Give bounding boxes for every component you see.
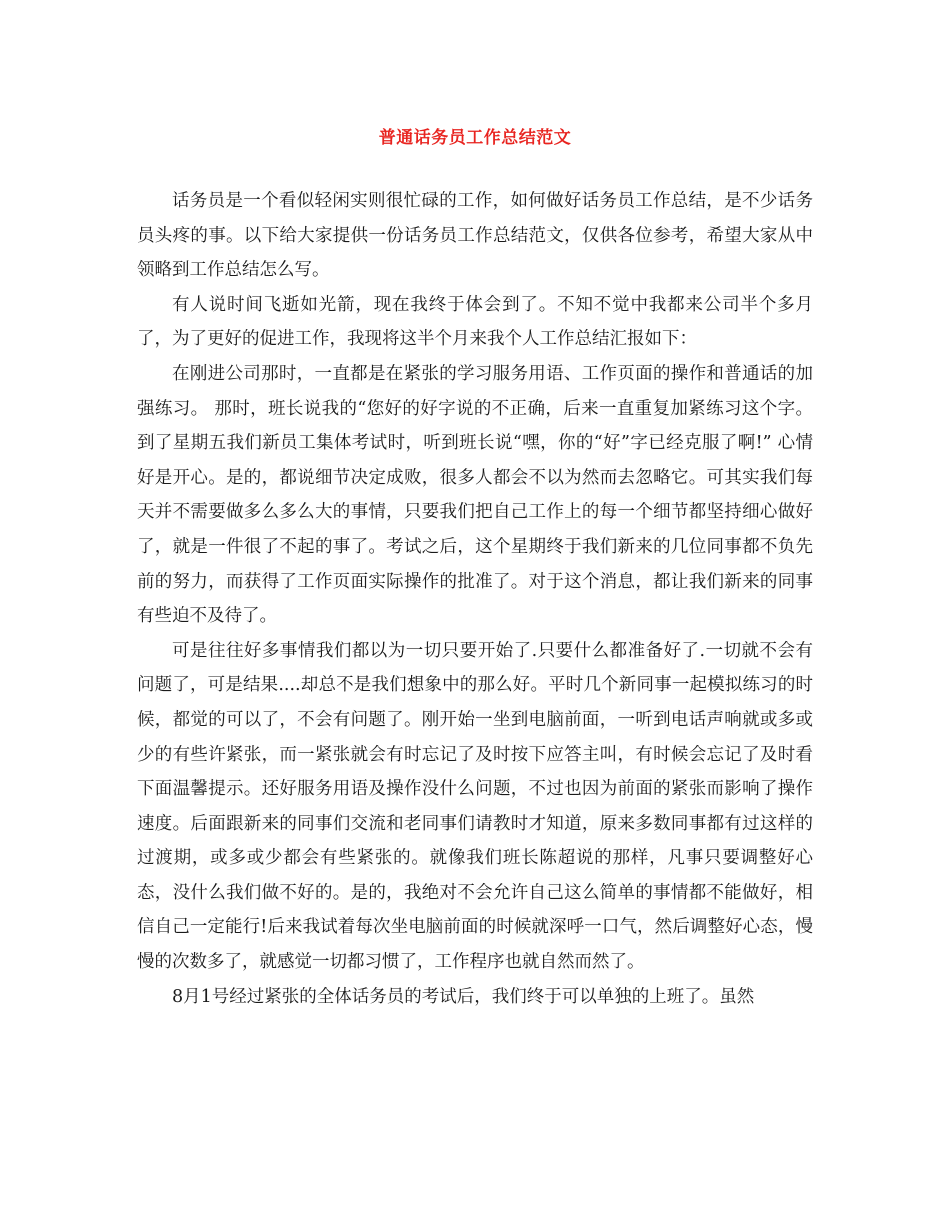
paragraph-training: 在刚进公司那时，一直都是在紧张的学习服务用语、工作页面的操作和普通话的加强练习。 那时，班长说我的“您好的好字说的不正确，后来一直重复加紧练习这个字。到了星期五我们新员工集体考试时，听到班长说“嘿，你的“好”字已经克服了啊!” 心情好是开心。是的，都说细节决定成败，很多人都会不以为然而去忽略它。可其实我们每天并不需要做多么多么大的事情，只要我们把自己工作上的每一个细节都坚持细心做好了，就是一件很了不起的事了。考试之后，这个星期终于我们新来的几位同事都不负先前的努力，而获得了工作页面实际操作的批准了。对于这个消息，都让我们新来的同事有些迫不及待了。 — [137, 363, 813, 627]
paragraph-challenges: 可是往往好多事情我们都以为一切只要开始了.只要什么都准备好了.一切就不会有问题了，可是结果....却总不是我们想象中的那么好。平时几个新同事一起模拟练习的时候，都觉的可以了，不会有问题了。刚开始一坐到电脑前面，一听到电话声响就或多或少的有些许紧张，而一紧张就会有时忘记了及时按下应答主叫，有时候会忘记了及时看下面温馨提示。还好服务用语及操作没什么问题，不过也因为前面的紧张而影响了操作速度。后面跟新来的同事们交流和老同事们请教时才知道，原来多数同事都有过这样的过渡期，或多或少都会有些紧张的。就像我们班长陈超说的那样，凡事只要调整好心态，没什么我们做不好的。是的，我绝对不会允许自己这么简单的事情都不能做好，相信自己一定能行!后来我试着每次坐电脑前面的时候就深呼一口气，然后调整好心态，慢慢的次数多了，就感觉一切都习惯了，工作程序也就自然而然了。 — [137, 640, 813, 973]
paragraph-intro: 话务员是一个看似轻闲实则很忙碌的工作，如何做好话务员工作总结，是不少话务员头疼的事。以下给大家提供一份话务员工作总结范文，仅供各位参考，希望大家从中领略到工作总结怎么写。 — [137, 191, 813, 281]
paragraph-august: 8月1号经过紧张的全体话务员的考试后，我们终于可以单独的上班了。虽然 — [172, 986, 755, 1007]
document-body — [137, 184, 813, 1014]
document-title: 普通话务员工作总结范文 — [378, 128, 572, 148]
paragraph-time: 有人说时间飞逝如光箭，现在我终于体会到了。不知不觉中我都来公司半个多月了，为了更好的促进工作，我现将这半个月来我个人工作总结汇报如下： — [137, 294, 813, 350]
